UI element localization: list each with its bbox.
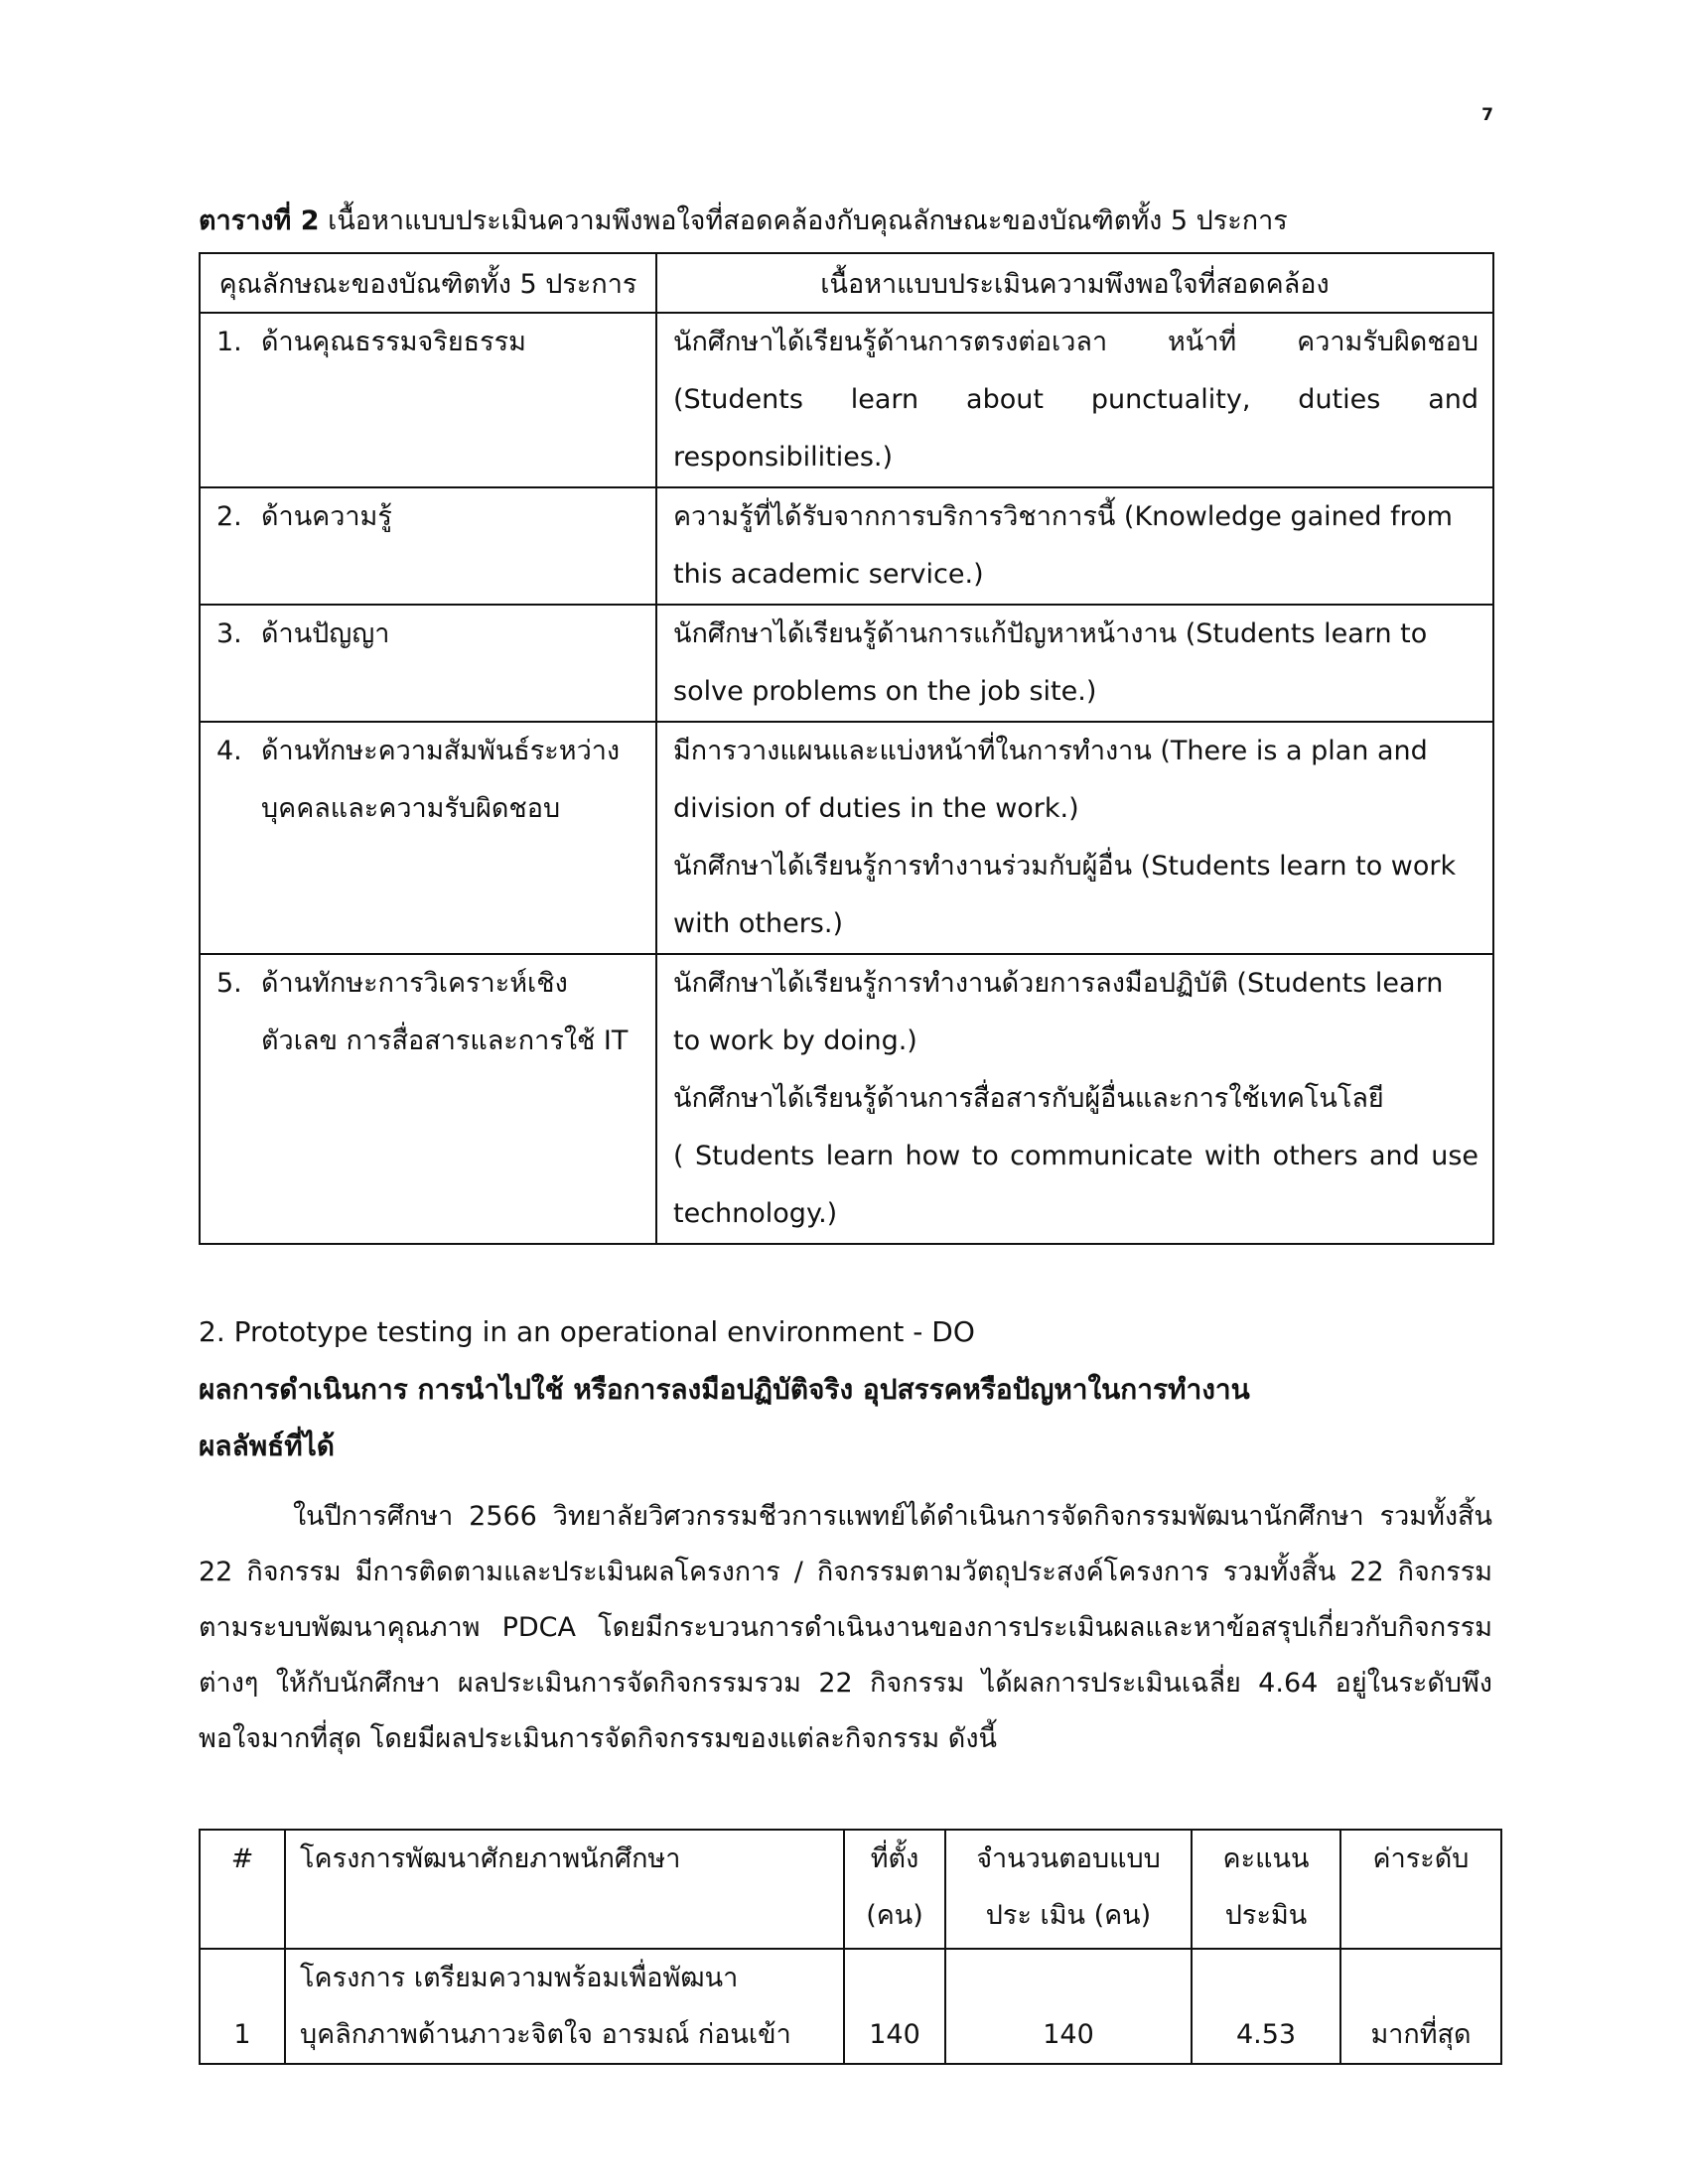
characteristic-label: ด้านทักษะการวิเคราะห์เชิง — [261, 968, 568, 999]
table-header-characteristics: คุณลักษณะของบัณฑิตทั้ง 5 ประการ — [200, 253, 656, 313]
location-value: 140 — [844, 1949, 945, 2064]
table-caption-text: เนื้อหาแบบประเมินความพึงพอใจที่สอดคล้องกับคุณลักษณะของบัณฑิตทั้ง 5 ประการ — [319, 205, 1288, 236]
content-cell — [656, 954, 1493, 1244]
content-line: ความรู้ที่ได้รับจากการบริการวิชาการนี้ (Knowledge gained from — [673, 501, 1453, 532]
row-number: 1 — [200, 1949, 285, 2064]
table-header-row — [200, 1830, 1501, 1949]
content-line: นักศึกษาได้เรียนรู้การทำงานด้วยการลงมือปฏิบัติ (Students learn — [673, 968, 1444, 999]
content-line: to work by doing.) — [673, 1025, 917, 1056]
header-location-line: ที่ตั้ง — [870, 1843, 919, 1874]
row-number: 3. — [216, 618, 242, 649]
level-value: มากที่สุด — [1340, 1949, 1501, 2064]
row-number: 4. — [216, 736, 242, 766]
section-heading: 2. Prototype testing in an operational environment - DO — [199, 1315, 975, 1348]
header-level: ค่าระดับ — [1340, 1830, 1501, 1949]
content-line: division of duties in the work.) — [673, 793, 1079, 824]
table-row — [200, 313, 1493, 487]
content-line: with others.) — [673, 908, 843, 939]
header-number: # — [200, 1830, 285, 1949]
characteristic-label: ด้านคุณธรรมจริยธรรม — [261, 327, 526, 357]
project-name — [285, 1949, 844, 2064]
table-row — [200, 487, 1493, 605]
header-score-line: คะแนน — [1222, 1843, 1310, 1874]
results-paragraph — [199, 1489, 1492, 1767]
graduate-characteristics-table — [199, 252, 1494, 1245]
characteristic-label: ด้านทักษะความสัมพันธ์ระหว่าง — [261, 736, 621, 766]
table-caption — [199, 202, 1489, 241]
content-line: นักศึกษาได้เรียนรู้ด้านการแก้ปัญหาหน้างาน (Students learn to — [673, 618, 1428, 649]
content-line: responsibilities.) — [673, 442, 894, 473]
header-respondents-line: ประ เมิน (คน) — [985, 1900, 1152, 1931]
section-subheading: ผลการดำเนินการ การนำไปใช้ หรือการลงมือปฏิบัติจริง อุปสรรคหรือปัญหาในการทำงาน — [199, 1373, 1250, 1406]
row-number: 5. — [216, 968, 242, 999]
row-number: 2. — [216, 501, 242, 532]
characteristic-cell — [200, 313, 656, 487]
paragraph-line: ในปีการศึกษา 2566 วิทยาลัยวิศวกรรมชีวการแพทย์ได้ดำเนินการจัดกิจกรรมพัฒนานักศึกษา รวมทั้งสิ้น — [293, 1501, 1492, 1532]
characteristic-label: ด้านความรู้ — [261, 501, 392, 532]
header-respondents — [945, 1830, 1192, 1949]
score-value: 4.53 — [1192, 1949, 1340, 2064]
header-project-name: โครงการพัฒนาศักยภาพนักศึกษา — [285, 1830, 844, 1949]
content-line: นักศึกษาได้เรียนรู้ด้านการสื่อสารกับผู้อื่นและการใช้เทคโนโลยี — [673, 1083, 1384, 1114]
content-line: นักศึกษาได้เรียนรู้การทำงานร่วมกับผู้อื่น (Students learn to work — [673, 851, 1457, 882]
content-line: technology.) — [673, 1198, 838, 1229]
content-cell — [656, 487, 1493, 605]
table-row — [200, 605, 1493, 722]
table-header-content: เนื้อหาแบบประเมินความพึงพอใจที่สอดคล้อง — [656, 253, 1493, 313]
characteristic-cell — [200, 605, 656, 722]
content-line: (Students learn about punctuality, duties and — [673, 384, 1478, 415]
characteristic-label-continued: บุคคลและความรับผิดชอบ — [261, 793, 561, 824]
section-subheading-results: ผลลัพธ์ที่ได้ — [199, 1430, 335, 1462]
header-location-line: (คน) — [866, 1900, 923, 1931]
paragraph-line: ต่างๆ ให้กับนักศึกษา ผลประเมินการจัดกิจกรรมรวม 22 กิจกรรม ได้ผลการประเมินเฉลี่ย 4.64 อยู่ในระดับพึง — [199, 1668, 1492, 1699]
header-score-line: ประมิน — [1224, 1900, 1308, 1931]
content-line: นักศึกษาได้เรียนรู้ด้านการตรงต่อเวลา หน้าที่ ความรับผิดชอบ — [673, 327, 1478, 357]
paragraph-line: 22 กิจกรรม มีการติดตามและประเมินผลโครงการ / กิจกรรมตามวัตถุประสงค์โครงการ รวมทั้งสิ้น 22 กิจกรรม — [199, 1557, 1492, 1587]
paragraph-line: พอใจมากที่สุด โดยมีผลประเมินการจัดกิจกรรมของแต่ละกิจกรรม ดังนี้ — [199, 1723, 997, 1754]
content-line: this academic service.) — [673, 559, 984, 590]
header-location — [844, 1830, 945, 1949]
content-line: มีการวางแผนและแบ่งหน้าที่ในการทำงาน (There is a plan and — [673, 736, 1428, 766]
project-name-line: โครงการ เตรียมความพร้อมเพื่อพัฒนา — [300, 1963, 739, 1993]
table-row — [200, 1949, 1501, 2064]
header-score — [1192, 1830, 1340, 1949]
table-caption-label: ตารางที่ 2 — [199, 205, 320, 236]
characteristic-label: ด้านปัญญา — [261, 618, 390, 649]
respondents-value: 140 — [945, 1949, 1192, 2064]
characteristic-cell — [200, 954, 656, 1244]
table-row — [200, 954, 1493, 1244]
project-name-line: บุคลิกภาพด้านภาวะจิตใจ อารมณ์ ก่อนเข้า — [300, 2019, 791, 2050]
content-cell — [656, 313, 1493, 487]
content-cell — [656, 722, 1493, 954]
content-cell — [656, 605, 1493, 722]
characteristic-cell — [200, 722, 656, 954]
characteristic-cell — [200, 487, 656, 605]
activity-evaluation-table — [199, 1829, 1502, 2065]
content-line: solve problems on the job site.) — [673, 676, 1097, 707]
row-number: 1. — [216, 327, 242, 357]
page-number: 7 — [1481, 105, 1493, 125]
content-line: ( Students learn how to communicate with others and use — [673, 1141, 1478, 1171]
characteristic-label-continued: ตัวเลข การสื่อสารและการใช้ IT — [261, 1025, 629, 1056]
table-row — [200, 722, 1493, 954]
header-respondents-line: จำนวนตอบแบบ — [976, 1843, 1161, 1874]
table-header-row — [200, 253, 1493, 313]
paragraph-line: ตามระบบพัฒนาคุณภาพ PDCA โดยมีกระบวนการดำเนินงานของการประเมินผลและหาข้อสรุปเกี่ยวกับกิจกรรม — [199, 1612, 1492, 1643]
